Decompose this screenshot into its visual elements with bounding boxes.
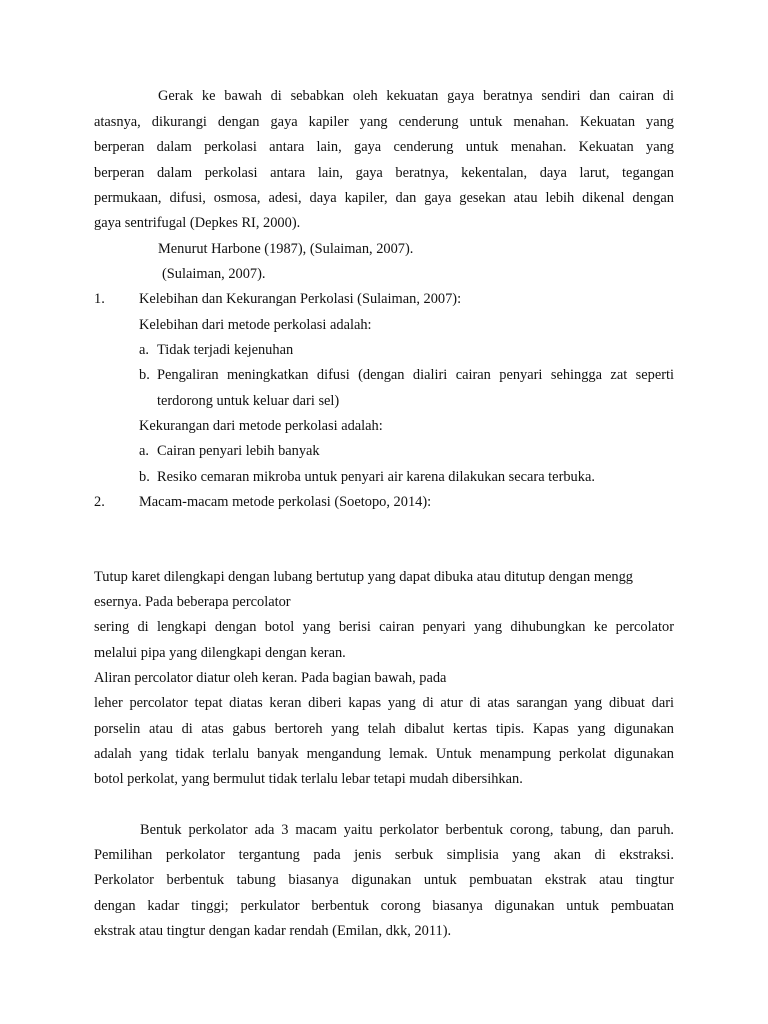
- paragraph-3-line-5: ekstrak atau tingtur dengan kadar rendah (Emilan, dkk, 2011).: [94, 923, 452, 939]
- advantage-b-continuation: terdorong untuk keluar dari sel): [157, 393, 340, 409]
- paragraph-3-line-3: Perkolator berbentuk tabung biasanya digunakan untuk pembuatan ekstrak atau tingtur: [94, 872, 674, 888]
- item-1-number: 1.: [94, 291, 105, 307]
- advantage-a-text: Tidak terjadi kejenuhan: [157, 342, 294, 358]
- advantages-heading: Kelebihan dari metode perkolasi adalah:: [139, 317, 372, 333]
- paragraph-2-line-9: botol perkolat, yang bermulut tidak terlalu lebar tetapi mudah dibersihkan.: [94, 771, 523, 787]
- paragraph-2-line-8: adalah yang tidak terlalu banyak mengandung lemak. Untuk menampung perkolat digunakan: [94, 746, 674, 762]
- paragraph-2-line-5: Aliran percolator diatur oleh keran. Pada bagian bawah, pada: [94, 670, 447, 686]
- disadvantages-heading: Kekurangan dari metode perkolasi adalah:: [139, 418, 383, 434]
- citation-2: (Sulaiman, 2007).: [162, 266, 266, 282]
- paragraph-3-line-2: Pemilihan perkolator tergantung pada jenis serbuk simplisia yang akan di ekstraksi.: [94, 847, 674, 863]
- paragraph-1-line-2: atasnya, dikurangi dengan gaya kapiler yang cenderung untuk menahan. Kekuatan yang: [94, 114, 674, 130]
- paragraph-2-line-6: leher percolator tepat diatas keran diberi kapas yang di atur di atas sarangan yang dibuat dari: [94, 695, 674, 711]
- paragraph-2-line-7: porselin atau di atas gabus bertoreh yang telah dibalut kertas tipis. Kapas yang digunakan: [94, 721, 674, 737]
- item-1-title: Kelebihan dan Kekurangan Perkolasi (Sulaiman, 2007):: [139, 291, 462, 307]
- paragraph-1-line-6: gaya sentrifugal (Depkes RI, 2000).: [94, 215, 301, 231]
- disadvantage-a-marker: a.: [139, 443, 149, 459]
- paragraph-2-line-3: sering di lengkapi dengan botol yang berisi cairan penyari yang dihubungkan ke percolator: [94, 619, 674, 635]
- paragraph-1-line-4: berperan dalam perkolasi antara lain, gaya beratnya, kekentalan, daya larut, tegangan: [94, 165, 674, 181]
- paragraph-2-line-4: melalui pipa yang dilengkapi dengan keran.: [94, 645, 346, 661]
- advantage-b-marker: b.: [139, 367, 150, 383]
- item-2-number: 2.: [94, 494, 105, 510]
- advantage-a-marker: a.: [139, 342, 149, 358]
- paragraph-1-line-3: berperan dalam perkolasi antara lain, gaya cenderung untuk menahan. Kekuatan yang: [94, 139, 674, 155]
- advantage-b-text: Pengaliran meningkatkan difusi (dengan dialiri cairan penyari sehingga zat seperti: [157, 367, 674, 383]
- item-2-title: Macam-macam metode perkolasi (Soetopo, 2014):: [139, 494, 432, 510]
- paragraph-1-line-1: Gerak ke bawah di sebabkan oleh kekuatan gaya beratnya sendiri dan cairan di: [158, 88, 674, 104]
- paragraph-3-line-4: dengan kadar tinggi; perkulator berbentuk corong biasanya digunakan untuk pembuatan: [94, 898, 674, 914]
- disadvantage-a-text: Cairan penyari lebih banyak: [157, 443, 320, 459]
- citation-1: Menurut Harbone (1987), (Sulaiman, 2007).: [158, 241, 414, 257]
- paragraph-2-line-2: esernya. Pada beberapa percolator: [94, 594, 291, 610]
- disadvantage-b-marker: b.: [139, 469, 150, 485]
- paragraph-1-line-5: permukaan, difusi, osmosa, adesi, daya kapiler, dan gaya gesekan atau lebih dikenal dengan: [94, 190, 674, 206]
- paragraph-3-line-1: Bentuk perkolator ada 3 macam yaitu perkolator berbentuk corong, tabung, dan paruh.: [140, 822, 674, 838]
- disadvantage-b-text: Resiko cemaran mikroba untuk penyari air karena dilakukan secara terbuka.: [157, 469, 595, 485]
- paragraph-2-line-1: Tutup karet dilengkapi dengan lubang bertutup yang dapat dibuka atau ditutup dengan mengg: [94, 569, 633, 585]
